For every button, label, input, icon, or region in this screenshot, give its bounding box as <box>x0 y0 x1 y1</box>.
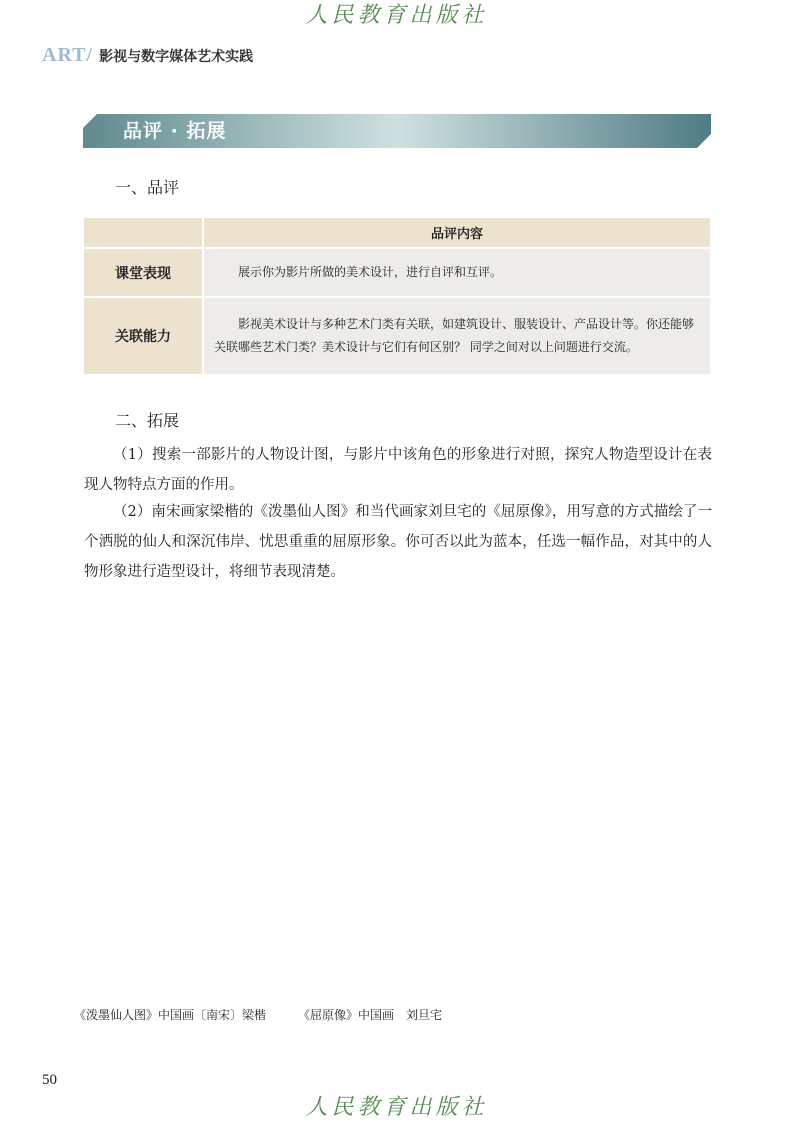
table-row <box>84 298 710 374</box>
row-content: 影视美术设计与多种艺术门类有关联，如建筑设计、服装设计、产品设计等。你还能够关联哪些艺术门类？美术设计与它们有何区别？ 同学之间对以上问题进行交流。 <box>204 298 710 374</box>
row-label: 关联能力 <box>84 298 204 374</box>
review-heading: 一、品评 <box>115 178 180 197</box>
table-column-header: 品评内容 <box>204 218 710 249</box>
section-title: 品评 · 拓展 <box>123 120 227 142</box>
section-banner <box>83 114 711 148</box>
paragraph: （1）搜索一部影片的人物设计图，与影片中该角色的形象进行对照，探究人物造型设计在表现人物特点方面的作用。 <box>84 447 712 493</box>
brand-mark: ART/ <box>42 44 94 66</box>
row-content: 展示你为影片所做的美术设计，进行自评和互评。 <box>204 249 710 298</box>
book-title: 影视与数字媒体艺术实践 <box>99 49 254 65</box>
table-corner-cell <box>84 218 204 249</box>
caption-right: 《屈原像》中国画 刘旦宅 <box>298 1008 443 1022</box>
running-head <box>42 44 253 70</box>
table-header-row <box>84 218 710 249</box>
review-table <box>84 218 710 374</box>
image-captions <box>74 1006 442 1026</box>
caption-left: 《泼墨仙人图》中国画〔南宋〕梁楷 <box>74 1008 267 1022</box>
table-row <box>84 249 710 298</box>
page-number: 50 <box>42 1072 57 1088</box>
publisher-logo-bottom: 人民教育出版社 <box>305 1095 488 1120</box>
publisher-logo-top: 人民教育出版社 <box>305 3 488 28</box>
extend-heading: 二、拓展 <box>115 411 180 430</box>
paragraph: （2）南宋画家梁楷的《泼墨仙人图》和当代画家刘旦宅的《屈原像》，用写意的方式描绘了一个洒脱的仙人和深沉伟岸、忧思重重的屈原形象。你可否以此为蓝本，任选一幅作品，对其中的人物形象进行造型设计，将细节表现清楚。 <box>84 504 712 580</box>
row-label: 课堂表现 <box>84 249 204 298</box>
